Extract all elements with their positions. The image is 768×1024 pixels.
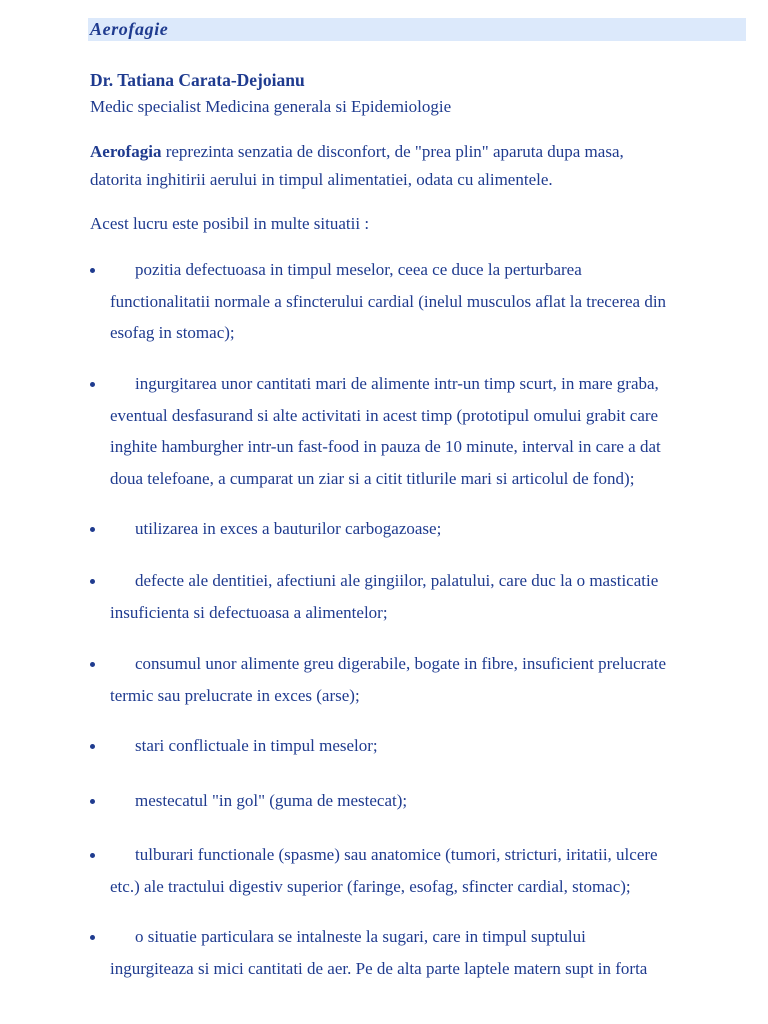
bullet-icon bbox=[90, 799, 95, 804]
list-item-line: esofag in stomac); bbox=[110, 323, 235, 342]
list-item bbox=[110, 921, 647, 984]
list-item-line: utilizarea in exces a bauturilor carbogazoase; bbox=[135, 519, 442, 538]
list-item-line: inghite hamburgher intr-un fast-food in pauza de 10 minute, interval in care a dat bbox=[110, 437, 661, 456]
list-item-line: functionalitatii normale a sfincterului cardial (inelul musculos aflat la trecerea din bbox=[110, 291, 667, 311]
bullet-icon bbox=[90, 935, 95, 940]
list-item-line: defecte ale dentitiei, afectiuni ale gingiilor, palatului, care duc la o masticatie bbox=[135, 571, 659, 590]
intro-line: datorita inghitirii aerului in timpul alimentatiei, odata cu alimentele. bbox=[90, 170, 553, 189]
list-item-line: etc.) ale tractului digestiv superior (faringe, esofag, sfincter cardial, stomac); bbox=[110, 876, 631, 896]
intro-line bbox=[90, 138, 624, 166]
bullet-icon bbox=[90, 268, 95, 273]
list-item bbox=[110, 785, 407, 817]
list-item-line: stari conflictuale in timpul meselor; bbox=[135, 736, 378, 755]
intro-line-text: reprezinta senzatia de disconfort, de "prea plin" aparuta dupa masa, bbox=[161, 142, 624, 161]
list-item-line: ingurgitarea unor cantitati mari de alimente intr-un timp scurt, in mare graba, bbox=[135, 374, 659, 393]
page-title: Aerofagie bbox=[90, 19, 169, 39]
intro-lead-term: Aerofagia bbox=[90, 142, 162, 161]
list-item-line: o situatie particulara se intalneste la sugari, care in timpul suptului bbox=[135, 927, 586, 946]
bullet-icon bbox=[90, 662, 95, 667]
bullet-icon bbox=[90, 382, 95, 387]
list-item-line: pozitia defectuoasa in timpul meselor, ceea ce duce la perturbarea bbox=[135, 260, 582, 279]
list-item bbox=[110, 648, 666, 711]
list-item bbox=[110, 565, 658, 628]
bullet-icon bbox=[90, 853, 95, 858]
list-item-line: ingurgiteaza si mici cantitati de aer. Pe de alta parte laptele matern supt in forta bbox=[110, 958, 648, 978]
list-item bbox=[110, 839, 658, 902]
list-item-line: consumul unor alimente greu digerabile, bogate in fibre, insuficient prelucrate bbox=[135, 654, 667, 673]
title-bar bbox=[88, 18, 746, 41]
list-item-line: doua telefoane, a cumparat un ziar si a citit titlurile mari si articolul de fond); bbox=[110, 468, 635, 488]
bullet-icon bbox=[90, 527, 95, 532]
author-specialty: Medic specialist Medicina generala si Epidemiologie bbox=[90, 97, 452, 116]
bullet-icon bbox=[90, 579, 95, 584]
list-item-line: insuficienta si defectuoasa a alimentelor; bbox=[110, 602, 388, 622]
list-item bbox=[110, 513, 441, 545]
author-name: Dr. Tatiana Carata-Dejoianu bbox=[90, 70, 305, 90]
bullet-icon bbox=[90, 744, 95, 749]
list-item bbox=[110, 730, 378, 762]
list-item bbox=[110, 368, 661, 494]
list-item-line: tulburari functionale (spasme) sau anatomice (tumori, stricturi, iritatii, ulcere bbox=[135, 845, 658, 864]
list-item bbox=[110, 254, 666, 349]
intro-paragraph bbox=[90, 138, 624, 194]
list-intro: Acest lucru este posibil in multe situatii : bbox=[90, 214, 370, 233]
list-item-line: termic sau prelucrate in exces (arse); bbox=[110, 685, 360, 705]
list-item-line: mestecatul "in gol" (guma de mestecat); bbox=[135, 791, 408, 810]
list-item-line: eventual desfasurand si alte activitati in acest timp (prototipul omului grabit care bbox=[110, 405, 659, 425]
